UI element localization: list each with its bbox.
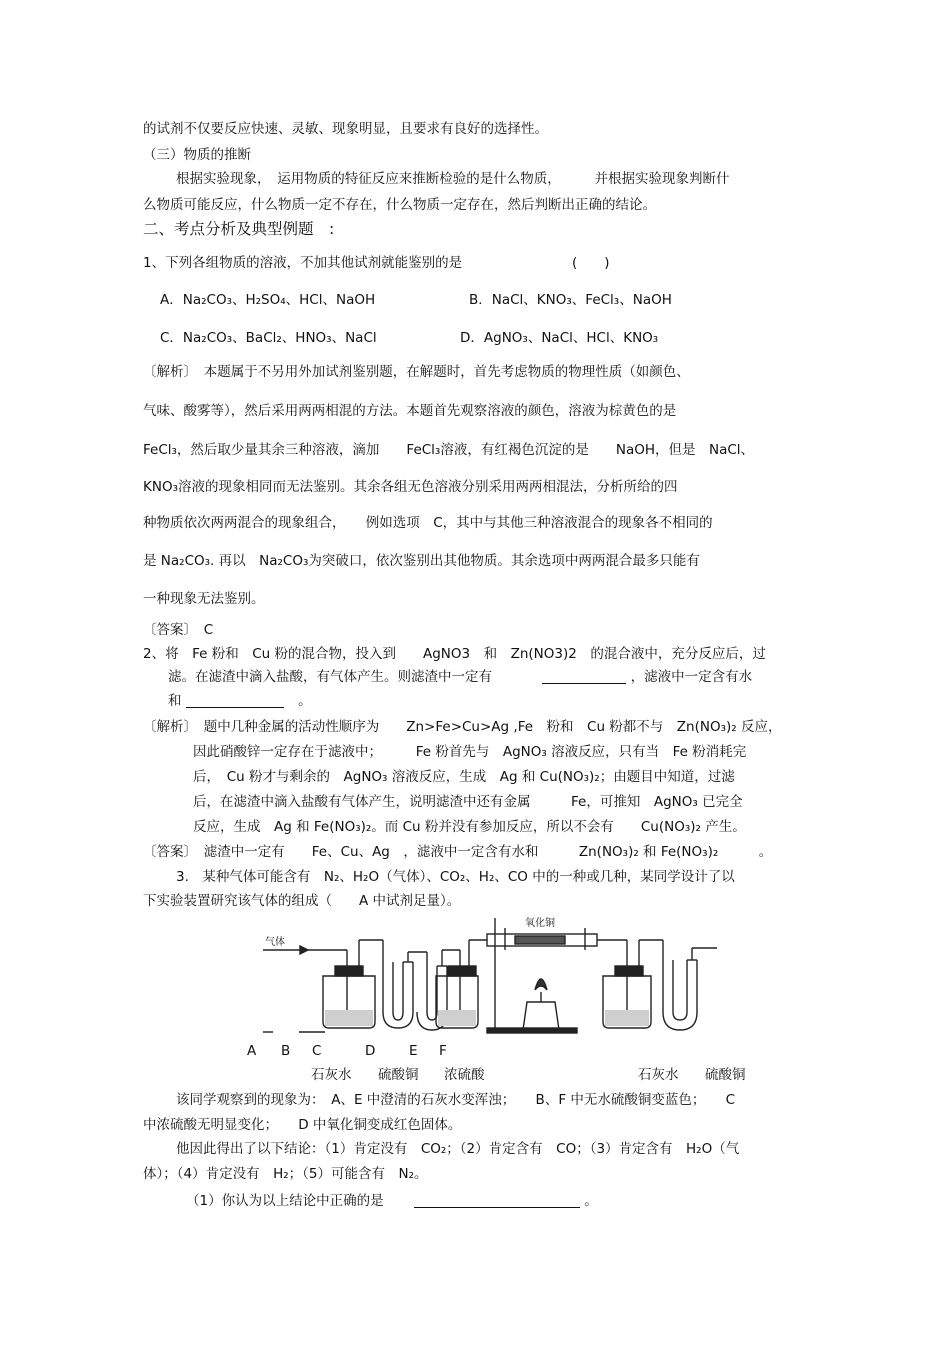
question-3-ask-text: （1）你认为以上结论中正确的是	[186, 1193, 384, 1209]
fill-blank[interactable]	[542, 669, 626, 684]
observation-line: 该同学观察到的现象为： A、E 中澄清的石灰水变浑浊； B、F 中无水硫酸铜变蓝色； C	[176, 1092, 736, 1108]
option-c: C．Na₂CO₃、BaCl₂、HNO₃、NaCl	[160, 330, 377, 346]
answer-parentheses: ( )	[572, 255, 610, 271]
conclusion-line: 体）；（4）肯定没有 H₂；（5）可能含有 N₂。	[143, 1166, 428, 1182]
apparatus-letter-e: E	[409, 1043, 418, 1059]
copper-oxide-label: 氧化铜	[525, 918, 555, 929]
apparatus-letter-a: A	[247, 1043, 257, 1059]
question-2-text: ，滤液中一定含有水	[630, 669, 753, 685]
reagent-label: 硫酸铜	[705, 1067, 746, 1083]
fill-blank[interactable]	[414, 1193, 580, 1208]
gas-label: 气体	[265, 937, 285, 948]
analysis-line: 是 Na₂CO₃. 再以 Na₂CO₃为突破口，依次鉴别出其他物质。其余选项中两两混合最多只能有	[143, 553, 700, 569]
fill-blank[interactable]	[186, 693, 284, 708]
answer-line: 〔答案〕 滤渣中一定有 Fe、Cu、Ag ，滤液中一定含有水和 Zn(NO₃)₂ 和 Fe(NO₃)₂ 。	[143, 844, 773, 860]
analysis-line: 气味、酸雾等），然后采用两两相混的方法。本题首先观察溶液的颜色，溶液为棕黄色的是	[143, 403, 677, 419]
analysis-line: 后， Cu 粉才与剩余的 AgNO₃ 溶液反应，生成 Ag 和 Cu(NO₃)₂；由题目中知道，过滤	[193, 769, 735, 785]
section-heading: 二、考点分析及典型例题 :	[143, 220, 335, 238]
question-3-ask	[186, 1192, 598, 1210]
question-1-stem: 1、下列各组物质的溶液，不加其他试剂就能鉴别的是	[143, 255, 463, 271]
analysis-line: 〔解析〕 题中几种金属的活动性顺序为 Zn>Fe>Cu>Ag ,Fe 粉和 Cu 粉都不与 Zn(NO₃)₂ 反应，	[143, 719, 782, 735]
analysis-line: 反应，生成 Ag 和 Fe(NO₃)₂。而 Cu 粉并没有参加反应，所以不会有 Cu(NO₃)₂ 产生。	[193, 819, 746, 835]
experiment-apparatus-figure	[255, 910, 725, 1090]
analysis-line: 〔解析〕 本题属于不另用外加试剂鉴别题，在解题时，首先考虑物质的物理性质（如颜色、	[143, 364, 690, 380]
apparatus-letter-c: C	[312, 1043, 322, 1059]
apparatus-letter-d: D	[365, 1043, 376, 1059]
question-3-line: 3. 某种气体可能含有 N₂、H₂O（气体）、CO₂、H₂、CO 中的一种或几种，某同学设计了以	[176, 869, 735, 885]
section-subheading: （三）物质的推断	[143, 147, 251, 163]
analysis-line: 后，在滤渣中滴入盐酸有气体产生，说明滤渣中还有金属 Fe，可推知 AgNO₃ 已完全	[193, 794, 743, 810]
question-2-text: 和	[168, 693, 182, 709]
question-3-ask-end: 。	[584, 1193, 598, 1209]
analysis-line: 种物质依次两两混合的现象组合， 例如选项 C，其中与其他三种溶液混合的现象各不相同的	[143, 515, 713, 531]
answer-line: 〔答案〕 C	[143, 622, 214, 638]
apparatus-letter-f: F	[439, 1043, 447, 1059]
option-b: B．NaCl、KNO₃、FeCl₃、NaOH	[469, 292, 672, 308]
option-d: D．AgNO₃、NaCl、HCl、KNO₃	[460, 330, 659, 346]
reagent-label: 浓硫酸	[444, 1067, 485, 1083]
conclusion-line: 他因此得出了以下结论：（1）肯定没有 CO₂；（2）肯定含有 CO；（3）肯定含有 H₂O（气	[176, 1141, 740, 1157]
text-line: 根据实验现象， 运用物质的特征反应来推断检验的是什么物质， 并根据实验现象判断什	[176, 171, 730, 187]
question-2-text: 。	[298, 693, 312, 709]
question-2-line	[168, 668, 752, 686]
reagent-label: 石灰水	[638, 1067, 679, 1083]
bottle-d-stopper	[448, 966, 476, 976]
reagent-label: 石灰水	[311, 1067, 352, 1083]
analysis-line: FeCl₃，然后取少量其余三种溶液，滴加 FeCl₃溶液，有红褐色沉淀的是 NaOH，但是 NaCl、	[143, 442, 755, 458]
question-2-line: 2、将 Fe 粉和 Cu 粉的混合物，投入到 AgNO3 和 Zn(NO3)2 的混合液中，充分反应后，过	[143, 646, 766, 662]
question-2-line	[168, 692, 312, 710]
question-3-line: 下实验装置研究该气体的组成（ A 中试剂足量）。	[143, 893, 461, 909]
analysis-line: 一种现象无法鉴别。	[143, 591, 265, 607]
observation-line: 中浓硫酸无明显变化； D 中氧化铜变成红色固体。	[143, 1117, 462, 1133]
reagent-label: 硫酸铜	[378, 1067, 419, 1083]
gas-arrow-icon	[300, 946, 308, 954]
text-line: 么物质可能反应，什么物质一定不存在，什么物质一定存在，然后判断出正确的结论。	[143, 197, 656, 213]
option-a: A．Na₂CO₃、H₂SO₄、HCl、NaOH	[160, 292, 376, 308]
alcohol-lamp	[523, 1002, 559, 1030]
analysis-line: KNO₃溶液的现象相同而无法鉴别。其余各组无色溶液分别采用两两相混法，分析所给的四	[143, 479, 678, 495]
text-line: 的试剂不仅要反应快速、灵敏、现象明显，且要求有良好的选择性。	[143, 121, 548, 137]
flame-icon	[535, 979, 547, 990]
apparatus-letter-b: B	[281, 1043, 291, 1059]
analysis-line: 因此硝酸锌一定存在于滤液中； Fe 粉首先与 AgNO₃ 溶液反应，只有当 Fe 粉消耗完	[193, 744, 747, 760]
question-2-text: 滤。在滤渣中滴入盐酸，有气体产生。则滤渣中一定有	[168, 669, 492, 685]
